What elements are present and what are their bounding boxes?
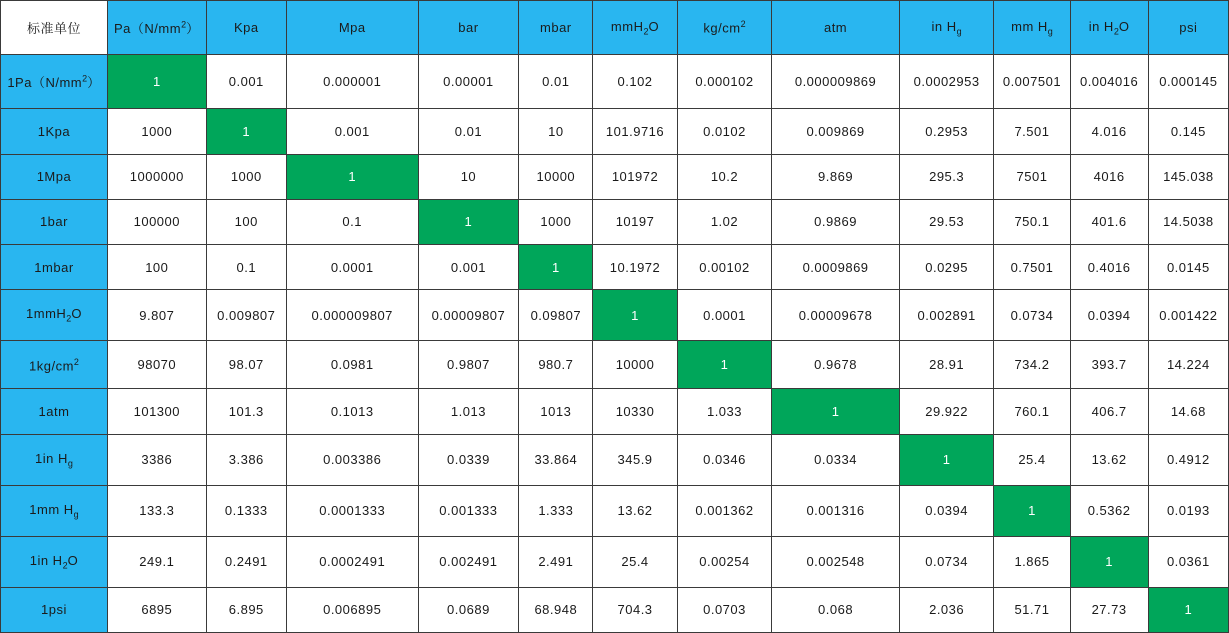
value-cell: 0.003386	[286, 434, 418, 485]
value-cell: 406.7	[1070, 389, 1148, 434]
value-cell: 0.0689	[418, 587, 519, 632]
value-cell: 1.033	[677, 389, 772, 434]
table-row	[1, 199, 1229, 244]
diagonal-cell: 1	[206, 109, 286, 154]
value-cell: 2.036	[899, 587, 994, 632]
row-header-0: $1Pa(N/mm^2)$	[1, 55, 108, 109]
value-cell: 401.6	[1070, 199, 1148, 244]
column-header-4: mbar	[519, 1, 593, 55]
diagonal-cell: 1	[593, 290, 677, 341]
value-cell: 0.4016	[1070, 245, 1148, 290]
value-cell: 0.001	[286, 109, 418, 154]
column-header-10: in $H_2O$	[1070, 1, 1148, 55]
table-row	[1, 290, 1229, 341]
table-header-row	[1, 1, 1229, 55]
value-cell: 0.007501	[994, 55, 1070, 109]
value-cell: 0.102	[593, 55, 677, 109]
value-cell: 0.00009807	[418, 290, 519, 341]
value-cell: 29.53	[899, 199, 994, 244]
column-header-5: mmH$_2$O	[593, 1, 677, 55]
value-cell: 295.3	[899, 154, 994, 199]
value-cell: 10	[418, 154, 519, 199]
value-cell: 10330	[593, 389, 677, 434]
value-cell: 980.7	[519, 341, 593, 389]
value-cell: 1000	[107, 109, 206, 154]
value-cell: 0.0394	[899, 485, 994, 536]
row-header-4: 1mbar	[1, 245, 108, 290]
table-row	[1, 536, 1229, 587]
diagonal-cell: 1	[772, 389, 900, 434]
table-row	[1, 389, 1229, 434]
value-cell: 0.000009869	[772, 55, 900, 109]
value-cell: 0.1	[206, 245, 286, 290]
table-row	[1, 154, 1229, 199]
column-header-2: Mpa	[286, 1, 418, 55]
value-cell: 0.00009678	[772, 290, 900, 341]
value-cell: 0.0001	[677, 290, 772, 341]
table-row	[1, 55, 1229, 109]
value-cell: 1013	[519, 389, 593, 434]
value-cell: 704.3	[593, 587, 677, 632]
row-header-9: 1mm $H_g$	[1, 485, 108, 536]
value-cell: 0.9869	[772, 199, 900, 244]
value-cell: 10.2	[677, 154, 772, 199]
row-header-3: 1bar	[1, 199, 108, 244]
value-cell: 9.869	[772, 154, 900, 199]
value-cell: 0.000001	[286, 55, 418, 109]
value-cell: 345.9	[593, 434, 677, 485]
diagonal-cell: 1	[519, 245, 593, 290]
diagonal-cell: 1	[286, 154, 418, 199]
value-cell: 0.0002491	[286, 536, 418, 587]
value-cell: 0.00102	[677, 245, 772, 290]
value-cell: 0.0734	[899, 536, 994, 587]
row-header-6: $1kg/cm^2$	[1, 341, 108, 389]
value-cell: 0.068	[772, 587, 900, 632]
value-cell: 0.9807	[418, 341, 519, 389]
value-cell: 0.0001333	[286, 485, 418, 536]
value-cell: 0.001333	[418, 485, 519, 536]
value-cell: 68.948	[519, 587, 593, 632]
value-cell: 0.01	[519, 55, 593, 109]
value-cell: 0.4912	[1148, 434, 1228, 485]
value-cell: 0.002491	[418, 536, 519, 587]
value-cell: 3386	[107, 434, 206, 485]
value-cell: 1.013	[418, 389, 519, 434]
value-cell: 0.001	[206, 55, 286, 109]
value-cell: 0.09807	[519, 290, 593, 341]
value-cell: 0.0001	[286, 245, 418, 290]
value-cell: 0.00001	[418, 55, 519, 109]
row-header-5: 1mmH$_2$O	[1, 290, 108, 341]
value-cell: 0.0339	[418, 434, 519, 485]
value-cell: 13.62	[593, 485, 677, 536]
value-cell: 0.1333	[206, 485, 286, 536]
value-cell: 28.91	[899, 341, 994, 389]
table-row	[1, 434, 1229, 485]
value-cell: 10000	[593, 341, 677, 389]
value-cell: 101.3	[206, 389, 286, 434]
value-cell: 1.865	[994, 536, 1070, 587]
value-cell: 0.0002953	[899, 55, 994, 109]
value-cell: 0.9678	[772, 341, 900, 389]
value-cell: 0.00254	[677, 536, 772, 587]
column-header-3: bar	[418, 1, 519, 55]
value-cell: 101300	[107, 389, 206, 434]
value-cell: 14.5038	[1148, 199, 1228, 244]
value-cell: 1000	[206, 154, 286, 199]
value-cell: 0.000145	[1148, 55, 1228, 109]
value-cell: 0.0334	[772, 434, 900, 485]
value-cell: 0.0295	[899, 245, 994, 290]
value-cell: 27.73	[1070, 587, 1148, 632]
column-header-8: in $H_g$	[899, 1, 994, 55]
value-cell: 1000000	[107, 154, 206, 199]
value-cell: 29.922	[899, 389, 994, 434]
value-cell: 0.0361	[1148, 536, 1228, 587]
value-cell: 0.0009869	[772, 245, 900, 290]
diagonal-cell: 1	[994, 485, 1070, 536]
value-cell: 6895	[107, 587, 206, 632]
value-cell: 14.224	[1148, 341, 1228, 389]
value-cell: 10	[519, 109, 593, 154]
diagonal-cell: 1	[1148, 587, 1228, 632]
value-cell: 101.9716	[593, 109, 677, 154]
diagonal-cell: 1	[899, 434, 994, 485]
table-row	[1, 587, 1229, 632]
value-cell: 98070	[107, 341, 206, 389]
value-cell: 10000	[519, 154, 593, 199]
diagonal-cell: 1	[677, 341, 772, 389]
value-cell: 0.006895	[286, 587, 418, 632]
value-cell: 0.001362	[677, 485, 772, 536]
value-cell: 249.1	[107, 536, 206, 587]
value-cell: 4.016	[1070, 109, 1148, 154]
value-cell: 0.145	[1148, 109, 1228, 154]
value-cell: 100	[107, 245, 206, 290]
value-cell: 100	[206, 199, 286, 244]
value-cell: 0.001316	[772, 485, 900, 536]
value-cell: 0.009807	[206, 290, 286, 341]
column-header-6: $kg/cm^2$	[677, 1, 772, 55]
value-cell: 145.038	[1148, 154, 1228, 199]
value-cell: 4016	[1070, 154, 1148, 199]
column-header-11: psi	[1148, 1, 1228, 55]
value-cell: 760.1	[994, 389, 1070, 434]
value-cell: 0.2953	[899, 109, 994, 154]
value-cell: 0.001	[418, 245, 519, 290]
value-cell: 101972	[593, 154, 677, 199]
value-cell: 98.07	[206, 341, 286, 389]
value-cell: 0.001422	[1148, 290, 1228, 341]
value-cell: 0.0734	[994, 290, 1070, 341]
row-header-10: 1in $H_2O$	[1, 536, 108, 587]
value-cell: 9.807	[107, 290, 206, 341]
row-header-8: 1in $H_g$	[1, 434, 108, 485]
value-cell: 2.491	[519, 536, 593, 587]
value-cell: 7.501	[994, 109, 1070, 154]
value-cell: 0.0102	[677, 109, 772, 154]
value-cell: 0.000102	[677, 55, 772, 109]
value-cell: 0.1013	[286, 389, 418, 434]
value-cell: 7501	[994, 154, 1070, 199]
value-cell: 25.4	[994, 434, 1070, 485]
table-row	[1, 245, 1229, 290]
column-header-9: mm $H_g$	[994, 1, 1070, 55]
value-cell: 0.000009807	[286, 290, 418, 341]
value-cell: 13.62	[1070, 434, 1148, 485]
value-cell: 0.0394	[1070, 290, 1148, 341]
value-cell: 393.7	[1070, 341, 1148, 389]
value-cell: 1.02	[677, 199, 772, 244]
value-cell: 10.1972	[593, 245, 677, 290]
value-cell: 1.333	[519, 485, 593, 536]
value-cell: 0.1	[286, 199, 418, 244]
value-cell: 25.4	[593, 536, 677, 587]
value-cell: 0.0981	[286, 341, 418, 389]
value-cell: 0.0193	[1148, 485, 1228, 536]
value-cell: 0.5362	[1070, 485, 1148, 536]
row-header-7: 1atm	[1, 389, 108, 434]
table-body	[1, 1, 1229, 633]
value-cell: 0.0346	[677, 434, 772, 485]
row-header-1: 1Kpa	[1, 109, 108, 154]
diagonal-cell: 1	[1070, 536, 1148, 587]
value-cell: 100000	[107, 199, 206, 244]
value-cell: 0.01	[418, 109, 519, 154]
table-row	[1, 485, 1229, 536]
table-corner-label: 标准单位	[1, 1, 108, 55]
value-cell: 6.895	[206, 587, 286, 632]
column-header-7: atm	[772, 1, 900, 55]
row-header-11: 1psi	[1, 587, 108, 632]
value-cell: 0.002891	[899, 290, 994, 341]
value-cell: 0.2491	[206, 536, 286, 587]
column-header-0: $Pa(N/mm^2)$	[107, 1, 206, 55]
value-cell: 3.386	[206, 434, 286, 485]
value-cell: 0.009869	[772, 109, 900, 154]
diagonal-cell: 1	[107, 55, 206, 109]
value-cell: 51.71	[994, 587, 1070, 632]
value-cell: 0.002548	[772, 536, 900, 587]
value-cell: 734.2	[994, 341, 1070, 389]
value-cell: 14.68	[1148, 389, 1228, 434]
diagonal-cell: 1	[418, 199, 519, 244]
value-cell: 33.864	[519, 434, 593, 485]
value-cell: 0.0145	[1148, 245, 1228, 290]
table-row	[1, 109, 1229, 154]
value-cell: 0.004016	[1070, 55, 1148, 109]
value-cell: 133.3	[107, 485, 206, 536]
value-cell: 1000	[519, 199, 593, 244]
row-header-2: 1Mpa	[1, 154, 108, 199]
value-cell: 0.0703	[677, 587, 772, 632]
value-cell: 10197	[593, 199, 677, 244]
table-row	[1, 341, 1229, 389]
column-header-1: Kpa	[206, 1, 286, 55]
value-cell: 0.7501	[994, 245, 1070, 290]
value-cell: 750.1	[994, 199, 1070, 244]
